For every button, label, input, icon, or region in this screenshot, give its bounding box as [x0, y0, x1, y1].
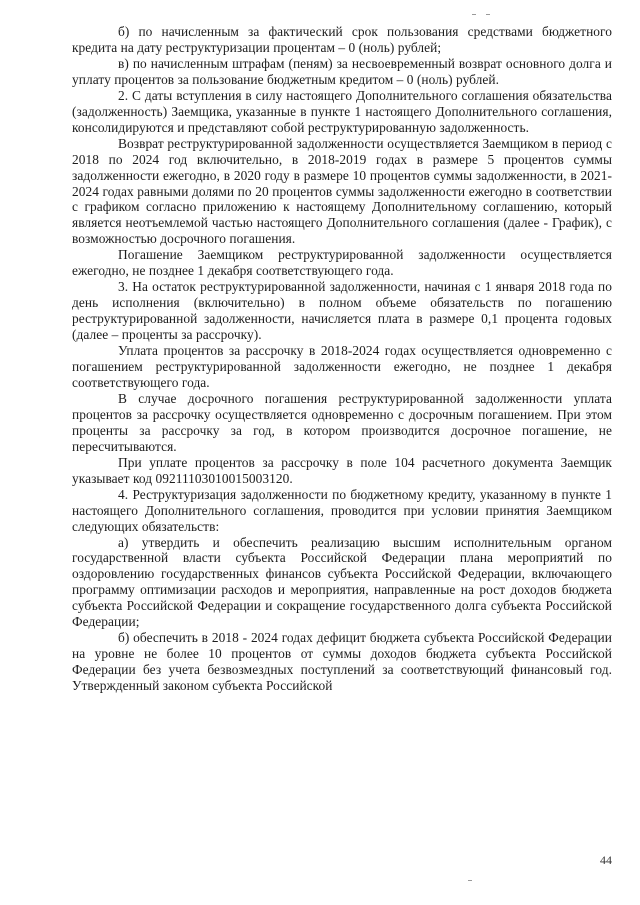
paragraph-b-interest: б) по начисленным за фактический срок пользования средствами бюджетного кредита на дату реструктуризации процентам – 0 (ноль) рублей;: [72, 24, 612, 55]
paragraph-3-installment-fee: 3. На остаток реструктурированной задолженности, начиная с 1 января 2018 года по день исполнения (включительно) в полном объеме обязательств по погашению реструктурированной задолженности, начисляется плата в размере 0,1 процента годовых (далее – проценты за рассрочку).: [72, 279, 612, 343]
paragraph-repayment-schedule: Возврат реструктурированной задолженности осуществляется Заемщиком в период с 2018 по 2024 год включительно, в 2018-2019 годах в размере 5 процентов суммы задолженности ежегодно, в 2020 году в размере 10 процентов суммы задолженности, в 2021-2024 годах равными долями по 20 процентов суммы задолженности ежегодно в соответствии с графиком согласно приложению к настоящему Дополнительному соглашению, который является неотъемлемой частью настоящего Дополнительного соглашения (далее - График), с возможностью досрочного погашения.: [72, 135, 612, 247]
paragraph-b-deficit: б) обеспечить в 2018 - 2024 годах дефицит бюджета субъекта Российской Федерации на уровне не более 10 процентов от суммы доходов бюджета субъекта Российской Федерации без учета безвозмездных поступлений за соответствующий финансовый год. Утвержденный законом субъекта Российской: [72, 630, 612, 694]
document-body: [72, 24, 612, 694]
paragraph-early-repayment: В случае досрочного погашения реструктурированной задолженности уплата процентов за рассрочку осуществляется одновременно с досрочным погашением. При этом проценты за рассрочку за год, в котором производится досрочное погашение, не пересчитываются.: [72, 390, 612, 454]
scan-speck: [468, 880, 472, 881]
paragraph-a-plan: а) утвердить и обеспечить реализацию высшим исполнительным органом государственной власти субъекта Российской Федерации плана мероприятий по оздоровлению государственных финансов субъекта Российской Федерации, включающего программу оптимизации расходов и мероприятия, направленные на рост доходов бюджета субъекта Российской Федерации и сокращение государственного долга субъекта Российской Федерации;: [72, 534, 612, 630]
scan-speck: [486, 14, 490, 15]
paragraph-repayment-deadline: Погашение Заемщиком реструктурированной задолженности осуществляется ежегодно, не позднее 1 декабря соответствующего года.: [72, 247, 612, 279]
paragraph-4-conditions: 4. Реструктуризация задолженности по бюджетному кредиту, указанному в пункте 1 настоящего Дополнительного соглашения, проводится при условии принятия Заемщиком следующих обязательств:: [72, 486, 612, 534]
page-number: 44: [600, 853, 612, 867]
scan-speck: [472, 14, 476, 15]
paragraph-2-consolidation: 2. С даты вступления в силу настоящего Дополнительного соглашения обязательства (задолженность) Заемщика, указанные в пункте 1 настоящего Дополнительного соглашения, консолидируются и представляют собой реструктурированную задолженность.: [72, 87, 612, 135]
paragraph-v-penalties: в) по начисленным штрафам (пеням) за несвоевременный возврат основного долга и уплату процентов за пользование бюджетным кредитом – 0 (ноль) рублей.: [72, 55, 612, 87]
paragraph-payment-code: При уплате процентов за рассрочку в поле 104 расчетного документа Заемщик указывает код 09211103010015003120.: [72, 454, 612, 486]
paragraph-fee-payment: Уплата процентов за рассрочку в 2018-2024 годах осуществляется одновременно с погашением реструктурированной задолженности ежегодно, не позднее 1 декабря соответствующего года.: [72, 343, 612, 390]
